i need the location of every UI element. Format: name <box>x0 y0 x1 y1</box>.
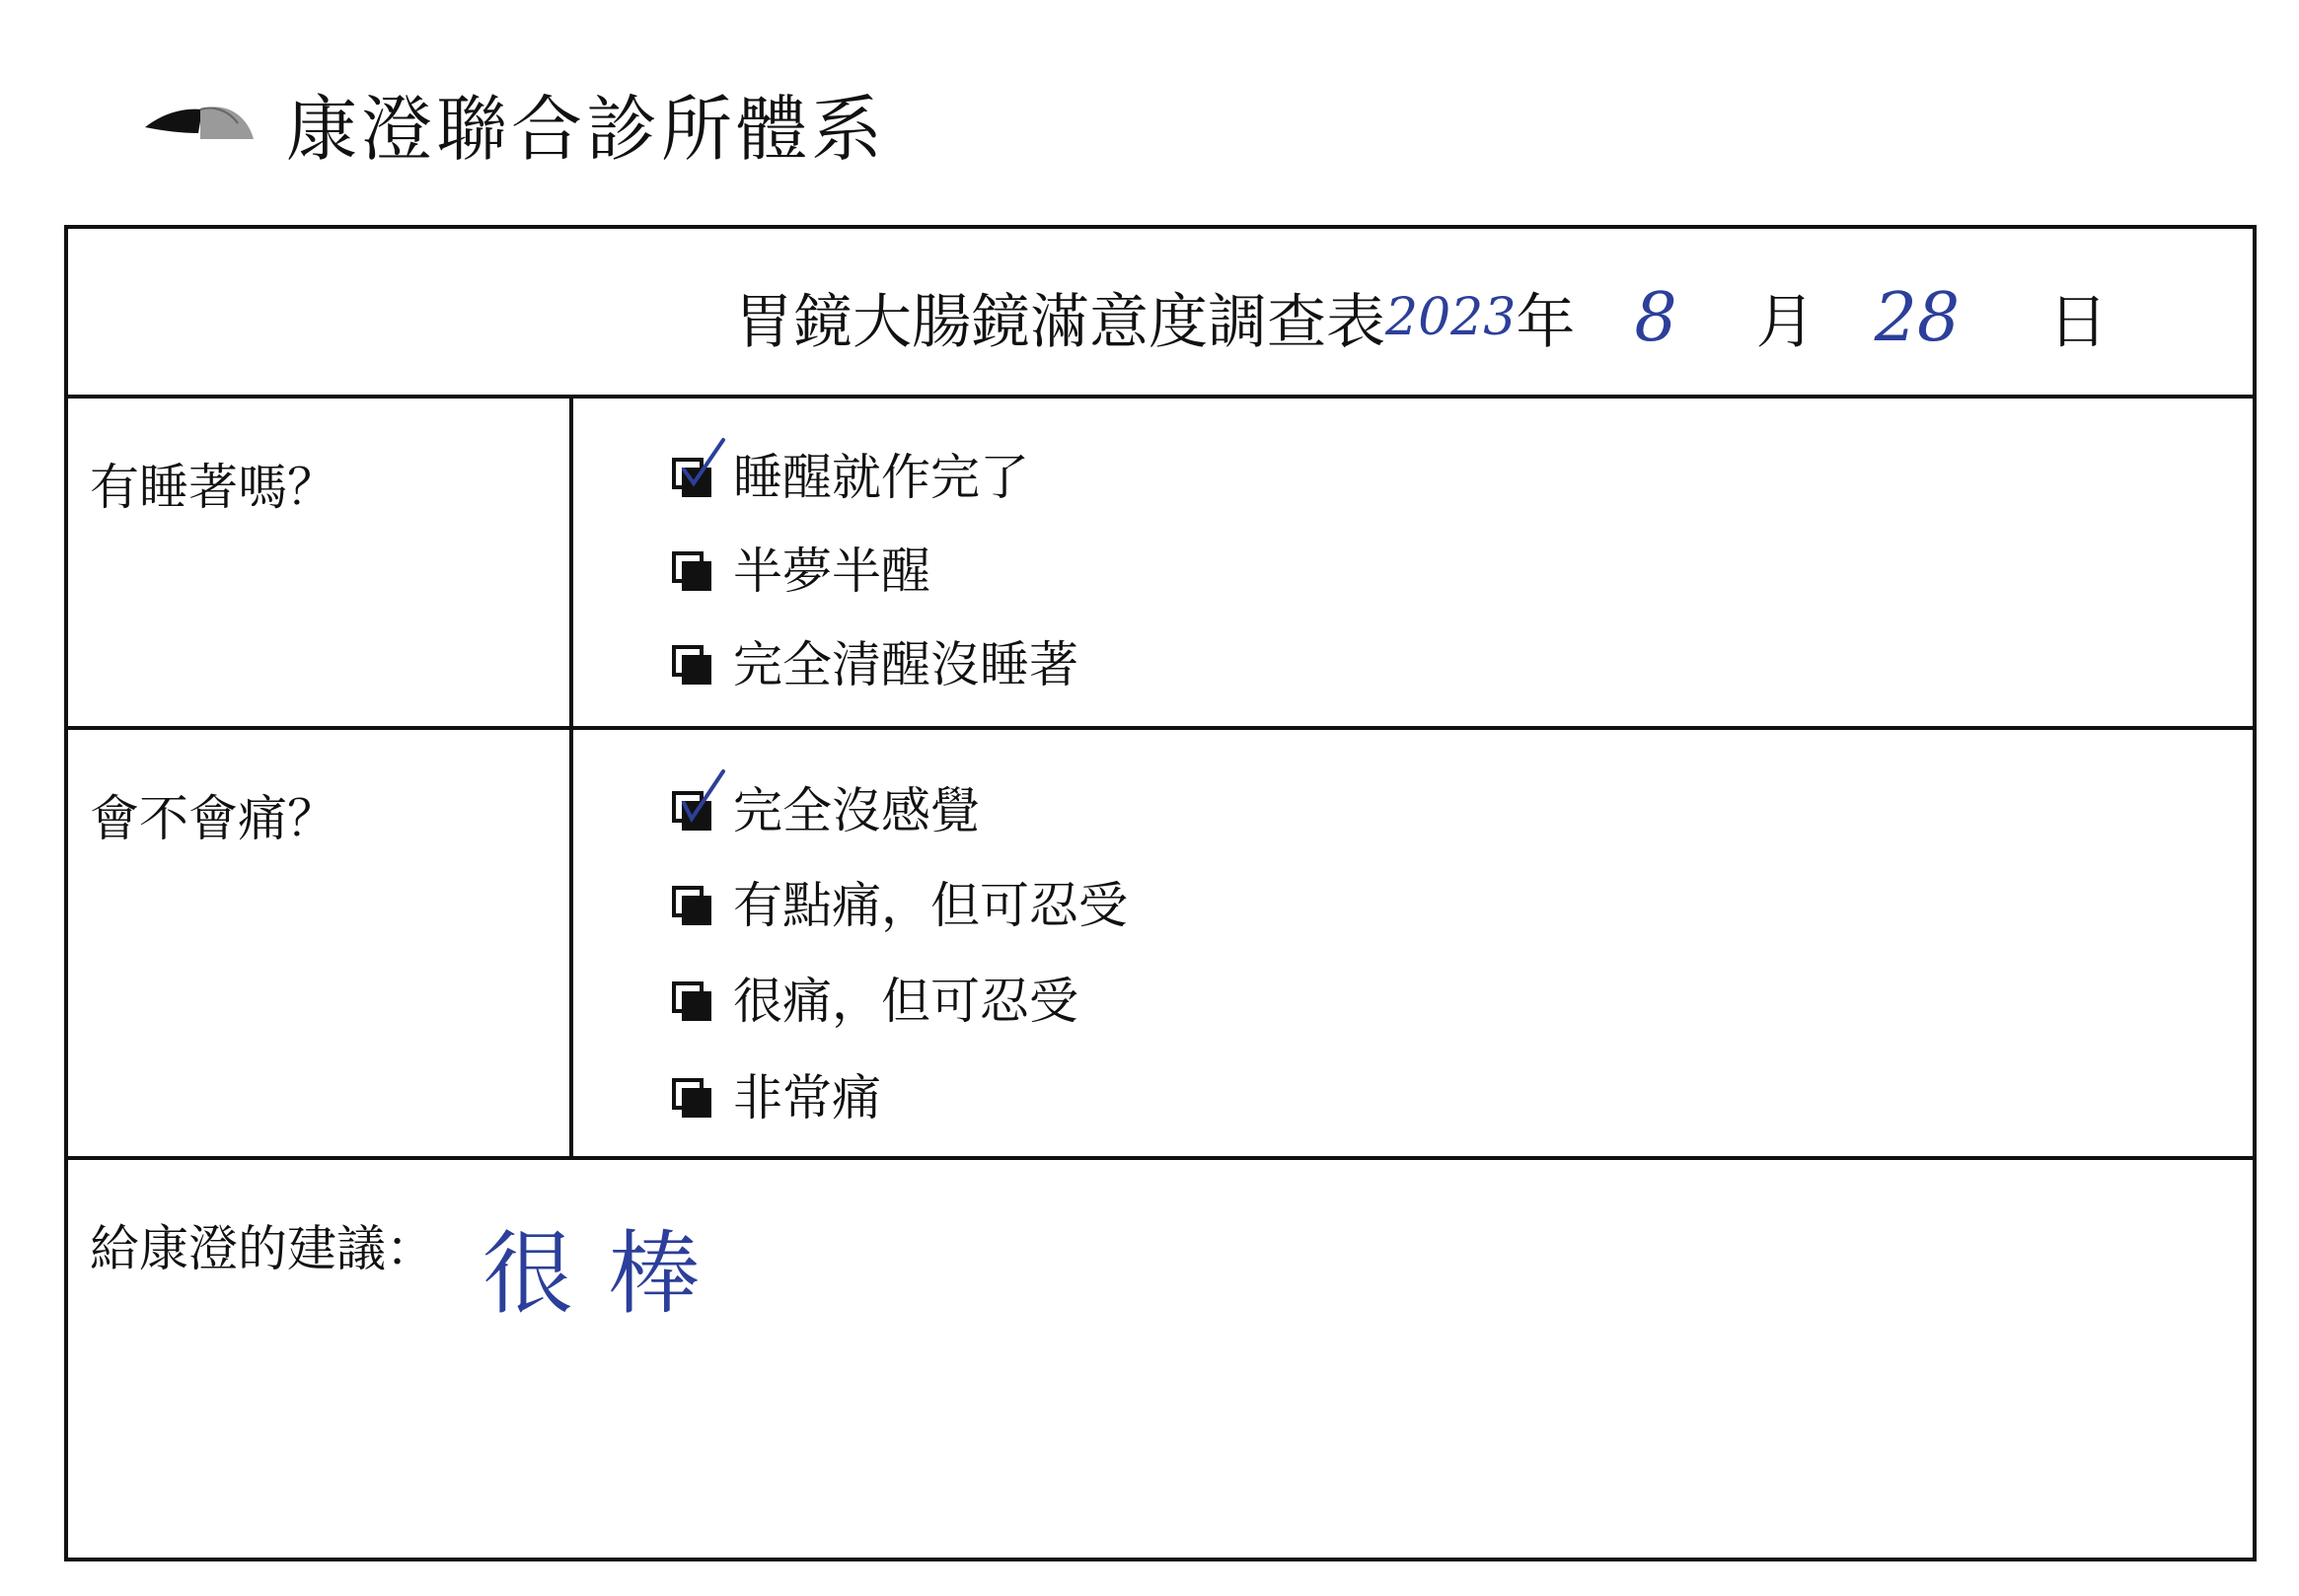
question-cell <box>68 399 573 726</box>
checkbox[interactable] <box>672 981 704 1013</box>
option-pain-4[interactable] <box>672 1058 881 1129</box>
checkbox-checked[interactable] <box>672 791 704 823</box>
option-pain-2[interactable] <box>672 866 1128 937</box>
option-label: 睡醒就作完了 <box>733 449 1029 506</box>
option-sleep-1[interactable] <box>672 438 1029 509</box>
option-label: 有點痛，但可忍受 <box>733 877 1128 934</box>
question-sleep-row <box>68 399 2253 730</box>
suggestion-label: 給康澄的建議： <box>90 1220 435 1277</box>
option-label: 很痛，但可忍受 <box>733 973 1078 1030</box>
clinic-header <box>143 74 886 173</box>
option-pain-3[interactable] <box>672 962 1078 1033</box>
option-sleep-2[interactable] <box>672 532 930 603</box>
checkmark-icon <box>680 769 727 825</box>
checkbox-checked[interactable] <box>672 458 704 489</box>
option-label: 完全清醒沒睡著 <box>733 636 1078 693</box>
checkbox[interactable] <box>672 645 704 677</box>
form-title-row <box>68 229 2253 399</box>
option-label: 完全沒感覺 <box>733 782 980 839</box>
option-pain-1[interactable] <box>672 771 980 842</box>
option-label: 非常痛 <box>733 1069 881 1126</box>
question-cell <box>68 730 573 1156</box>
question-pain-row <box>68 730 2253 1160</box>
date-month-value: 8 <box>1634 278 1677 357</box>
question-pain-label: 會不會痛？ <box>90 790 336 847</box>
title-line <box>734 273 2108 362</box>
suggestion-answer[interactable]: 很棒 <box>482 1221 736 1327</box>
leaf-logo-icon <box>143 94 257 153</box>
suggestion-row <box>68 1160 2253 1558</box>
checkbox[interactable] <box>672 1078 704 1110</box>
clinic-name: 康澄聯合診所體系 <box>286 88 887 171</box>
date-day-unit: 日 <box>2048 288 2109 357</box>
question-sleep-label: 有睡著嗎？ <box>90 459 336 516</box>
survey-form <box>64 225 2257 1561</box>
date-year-value: 2023 <box>1385 288 1517 347</box>
checkbox[interactable] <box>672 886 704 917</box>
checkmark-icon <box>680 436 727 491</box>
date-year-unit: 年 <box>1516 288 1576 357</box>
option-label: 半夢半醒 <box>733 543 930 600</box>
date-day-value: 28 <box>1874 278 1961 357</box>
option-sleep-3[interactable] <box>672 625 1078 696</box>
form-title: 胃鏡大腸鏡滿意度調查表 <box>734 288 1385 357</box>
checkbox[interactable] <box>672 551 704 583</box>
date-month-unit: 月 <box>1755 288 1816 357</box>
